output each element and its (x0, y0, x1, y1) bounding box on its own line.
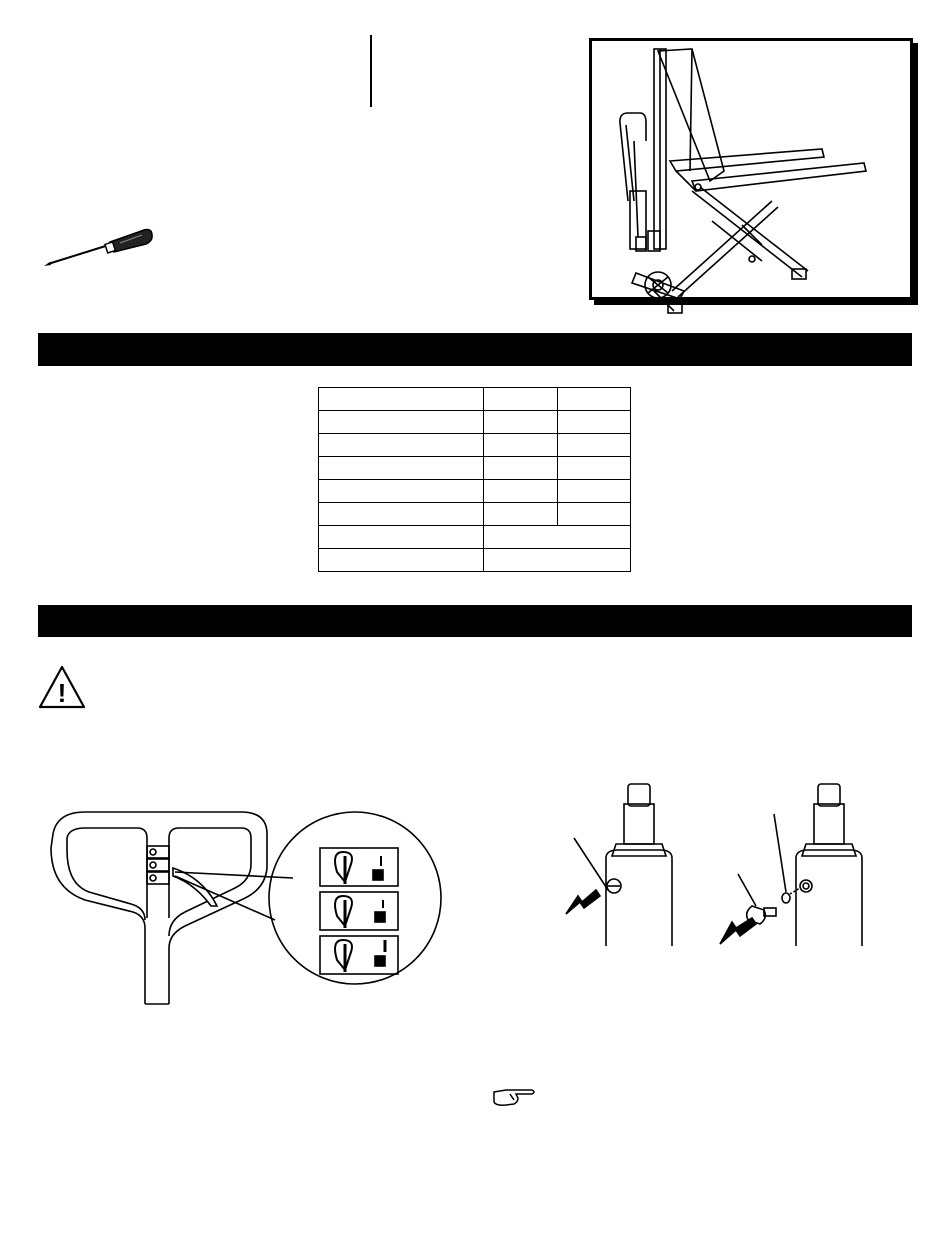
table-row (319, 549, 631, 572)
table-row (319, 526, 631, 549)
table-cell (558, 457, 631, 480)
table-cell (558, 411, 631, 434)
table-row (319, 434, 631, 457)
table-cell (319, 549, 484, 572)
table-cell (558, 480, 631, 503)
table-cell (484, 549, 631, 572)
specification-table (318, 387, 631, 572)
table-cell (484, 526, 631, 549)
table-cell (558, 388, 631, 411)
pallet-truck-handle-diagram (45, 808, 445, 1013)
table-cell (319, 480, 484, 503)
table-row (319, 480, 631, 503)
hydraulic-cylinder-diagram (560, 778, 880, 953)
table-row (319, 411, 631, 434)
table-cell (484, 388, 558, 411)
table-cell (484, 434, 558, 457)
screwdriver-icon (40, 222, 160, 272)
section-header-bar-specifications (38, 333, 912, 366)
table-cell (558, 503, 631, 526)
vertical-divider (370, 35, 372, 107)
table-cell (319, 388, 484, 411)
table-cell (484, 503, 558, 526)
warning-symbol: ! (57, 678, 67, 708)
table-cell (319, 457, 484, 480)
scissor-lift-pallet-truck-icon (592, 41, 910, 321)
table-cell (319, 411, 484, 434)
pointing-hand-icon (492, 1086, 536, 1108)
table-row (319, 457, 631, 480)
table-cell (558, 434, 631, 457)
table-cell (484, 457, 558, 480)
table-cell (484, 480, 558, 503)
table-cell (319, 434, 484, 457)
table-row (319, 503, 631, 526)
table-cell (319, 503, 484, 526)
table-cell (319, 526, 484, 549)
warning-triangle-icon (38, 665, 86, 709)
table-cell (484, 411, 558, 434)
section-header-bar-operation (38, 605, 912, 637)
table-row (319, 388, 631, 411)
